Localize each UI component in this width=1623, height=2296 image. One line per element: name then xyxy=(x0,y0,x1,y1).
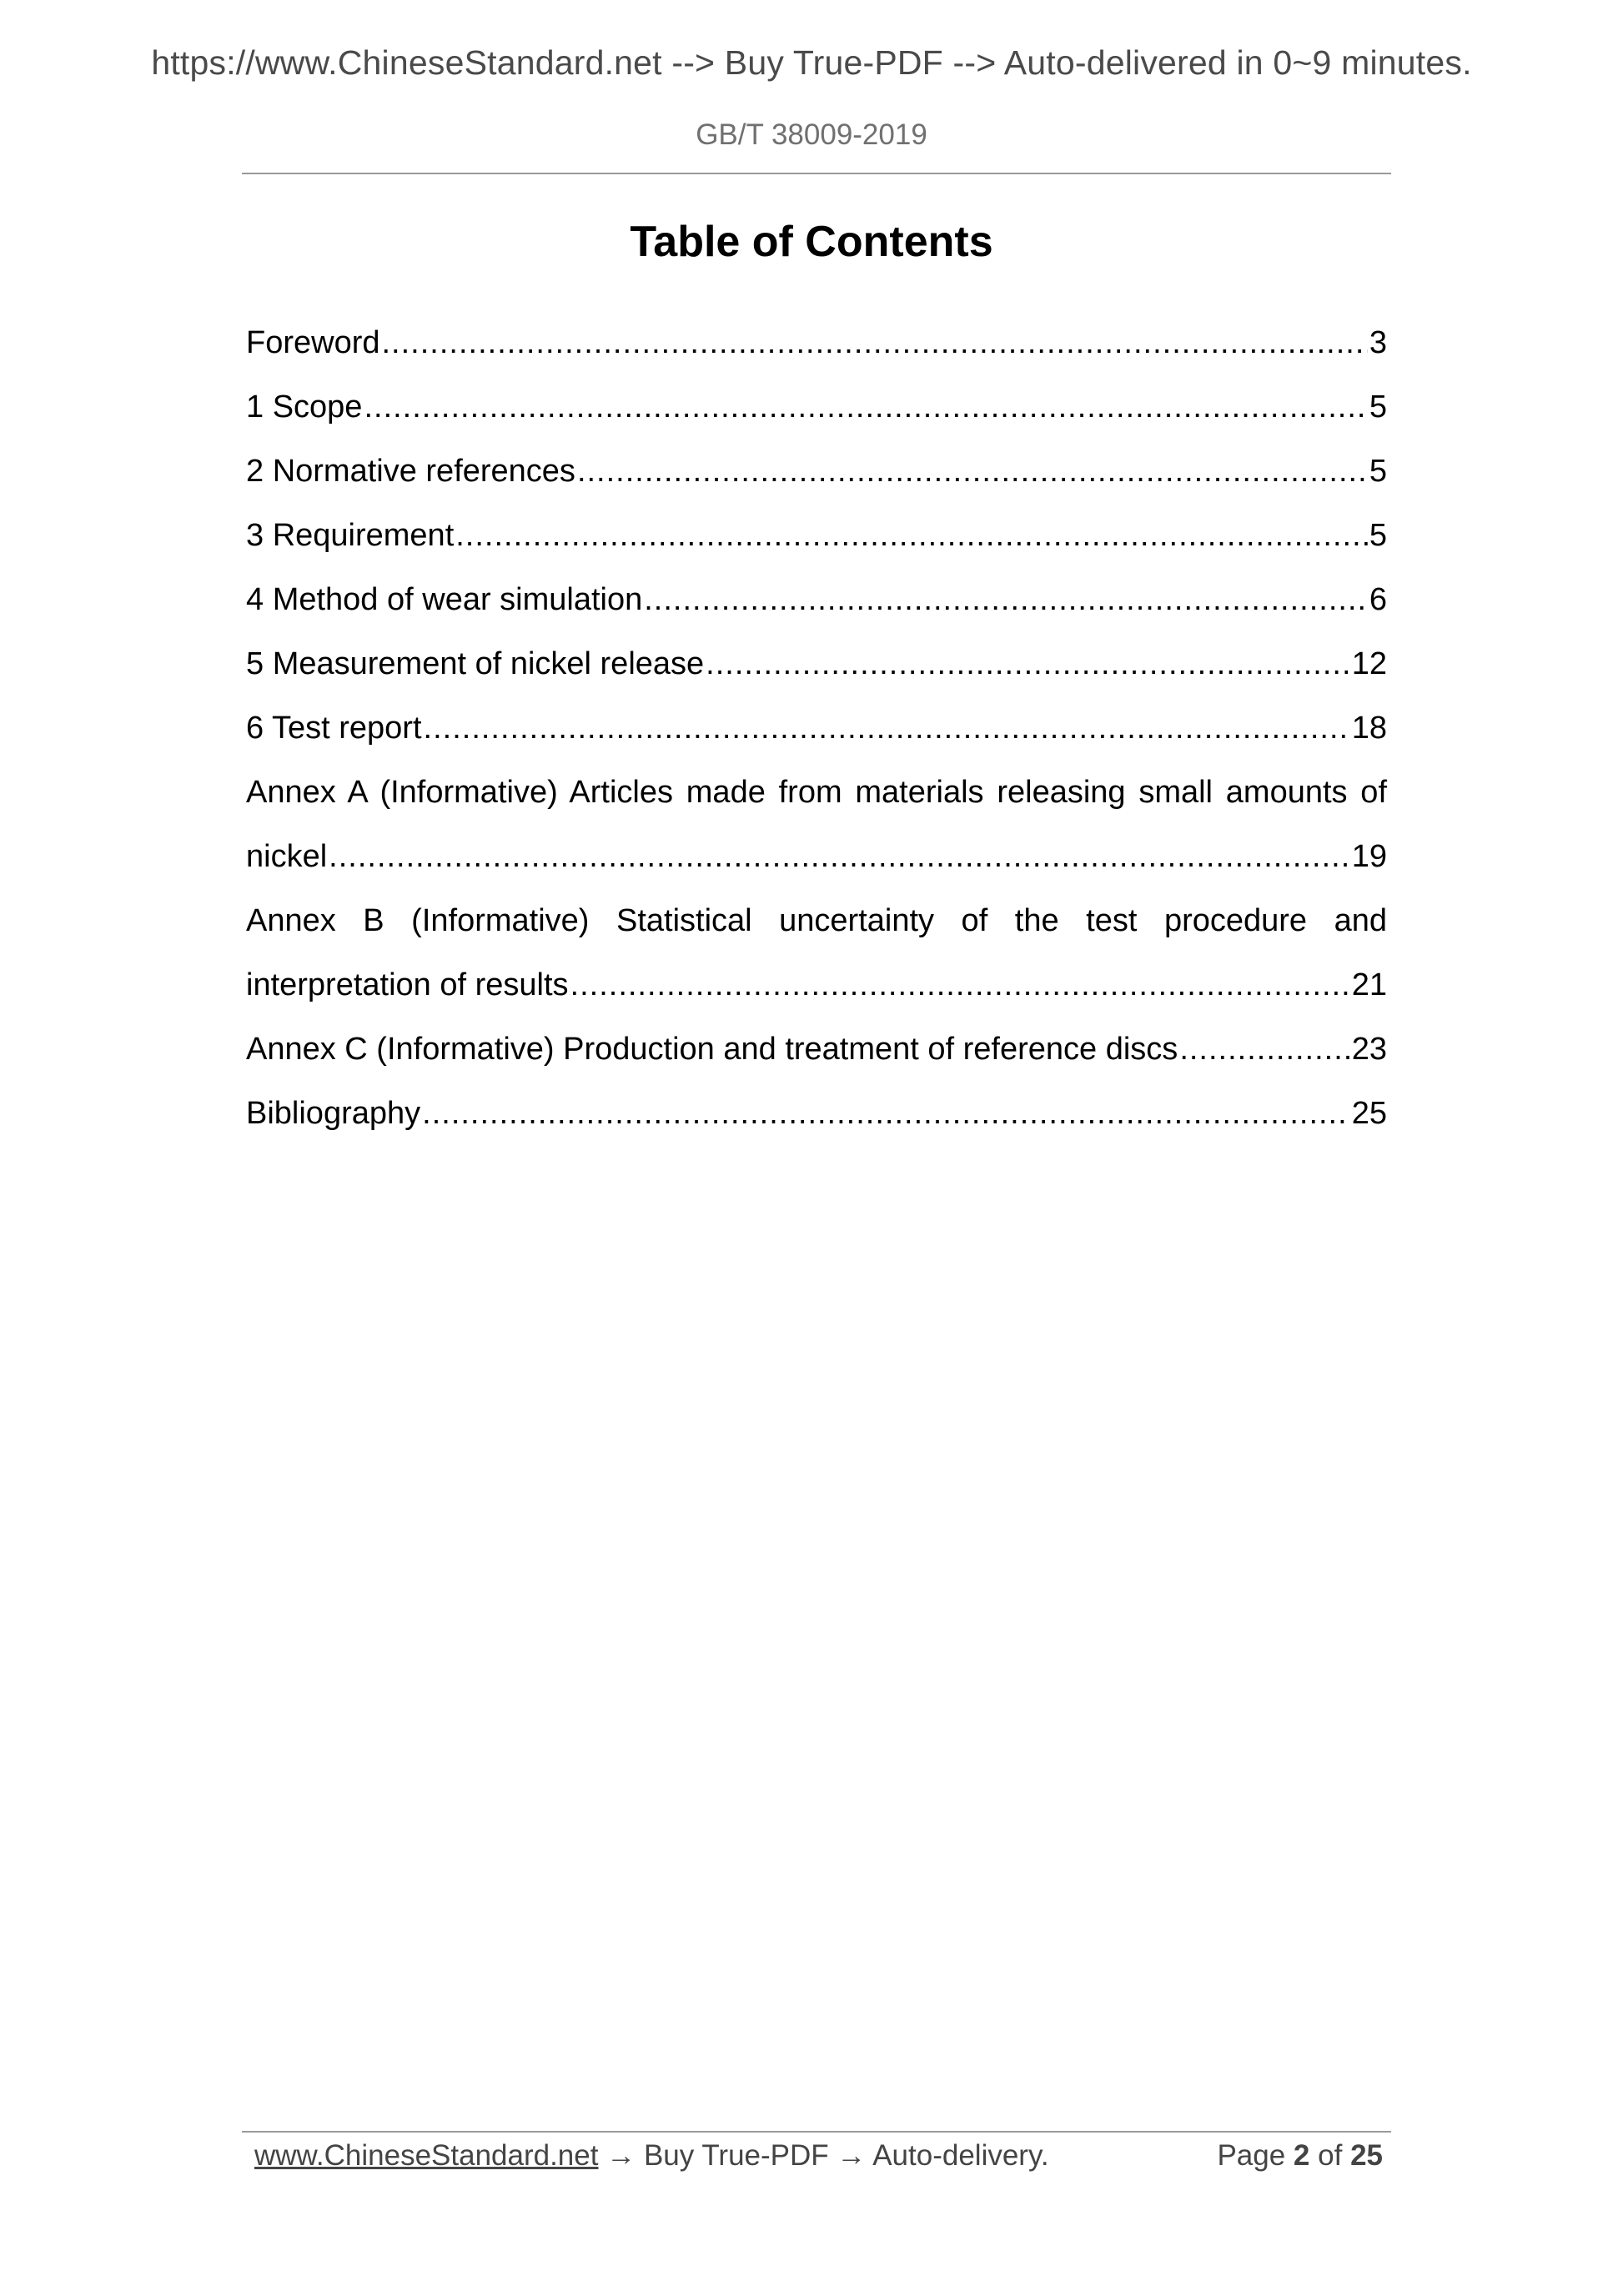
toc-entry-annex-c[interactable] xyxy=(246,1017,1387,1082)
toc-entry-page: 5 xyxy=(1369,389,1387,425)
footer-divider xyxy=(242,2131,1391,2133)
toc-entry-page: 6 xyxy=(1369,582,1387,617)
toc-entry-bibliography[interactable] xyxy=(246,1082,1387,1146)
toc-entry-label: Foreword xyxy=(246,325,380,360)
toc-entry-wear-simulation[interactable] xyxy=(246,568,1387,632)
page-total: 25 xyxy=(1350,2139,1383,2172)
page-footer xyxy=(254,2135,1383,2177)
dot-leader xyxy=(570,953,1350,1017)
footer-buy-text: Buy True-PDF xyxy=(643,2139,829,2172)
toc-entry-annex-b[interactable] xyxy=(246,953,1387,1017)
page-current: 2 xyxy=(1293,2139,1310,2172)
dot-leader xyxy=(577,440,1368,504)
toc-entry-annex-b-line1[interactable]: Annex B (Informative) Statistical uncertainty of the test procedure and xyxy=(246,903,1387,938)
standard-code: GB/T 38009-2019 xyxy=(696,118,927,151)
toc-entry-nickel-release[interactable] xyxy=(246,632,1387,696)
top-banner: https://www.ChineseStandard.net --> Buy True-PDF --> Auto-delivered in 0~9 minutes. xyxy=(151,43,1472,82)
toc-entry-test-report[interactable] xyxy=(246,696,1387,761)
dot-leader xyxy=(455,504,1368,568)
page-title: Table of Contents xyxy=(630,218,993,266)
toc-entry-label: 2 Normative references xyxy=(246,454,575,489)
footer-site-link[interactable]: www.ChineseStandard.net xyxy=(254,2139,599,2172)
toc-entry-page: 25 xyxy=(1351,1096,1387,1131)
toc-entry-foreword[interactable] xyxy=(246,311,1387,375)
arrow-right-icon: → xyxy=(837,2139,867,2172)
page-number xyxy=(1217,2135,1383,2177)
toc-entry-page: 23 xyxy=(1351,1032,1387,1067)
footer-delivery-text: Auto-delivery. xyxy=(872,2139,1049,2172)
toc-entry-label: Bibliography xyxy=(246,1096,421,1131)
toc-entry-annex-a[interactable] xyxy=(246,825,1387,889)
dot-leader xyxy=(424,696,1350,761)
dot-leader xyxy=(644,568,1368,632)
toc-entry-label: 1 Scope xyxy=(246,389,363,425)
toc-entry-page: 19 xyxy=(1351,839,1387,874)
toc-entry-label: nickel xyxy=(246,839,328,874)
arrow-right-icon: → xyxy=(606,2139,636,2172)
toc-entry-page: 12 xyxy=(1351,646,1387,681)
toc-entry-page: 5 xyxy=(1369,454,1387,489)
toc-entry-normative-references[interactable] xyxy=(246,440,1387,504)
dot-leader xyxy=(329,825,1350,889)
of-word: of xyxy=(1318,2139,1343,2172)
toc-entry-page: 5 xyxy=(1369,518,1387,553)
header-divider xyxy=(242,173,1391,174)
toc-entry-label: Annex C (Informative) Production and treatment of reference discs xyxy=(246,1032,1178,1067)
dot-leader xyxy=(364,375,1367,440)
toc-entry-requirement[interactable] xyxy=(246,504,1387,568)
toc-entry-page: 3 xyxy=(1369,325,1387,360)
footer-left xyxy=(254,2135,1049,2177)
toc-entry-label: 3 Requirement xyxy=(246,518,455,553)
toc-entry-scope[interactable] xyxy=(246,375,1387,440)
toc-entry-page: 18 xyxy=(1351,711,1387,746)
dot-leader xyxy=(1179,1017,1349,1082)
table-of-contents xyxy=(246,311,1387,1146)
dot-leader xyxy=(706,632,1350,696)
toc-entry-annex-a-line1[interactable]: Annex A (Informative) Articles made from materials releasing small amounts of xyxy=(246,775,1387,810)
page-word: Page xyxy=(1217,2139,1286,2172)
toc-entry-label: interpretation of results xyxy=(246,967,569,1002)
toc-entry-label: 4 Method of wear simulation xyxy=(246,582,643,617)
dot-leader xyxy=(382,311,1368,375)
toc-entry-label: 5 Measurement of nickel release xyxy=(246,646,705,681)
dot-leader xyxy=(422,1082,1350,1146)
toc-entry-label: 6 Test report xyxy=(246,711,422,746)
toc-entry-page: 21 xyxy=(1351,967,1387,1002)
